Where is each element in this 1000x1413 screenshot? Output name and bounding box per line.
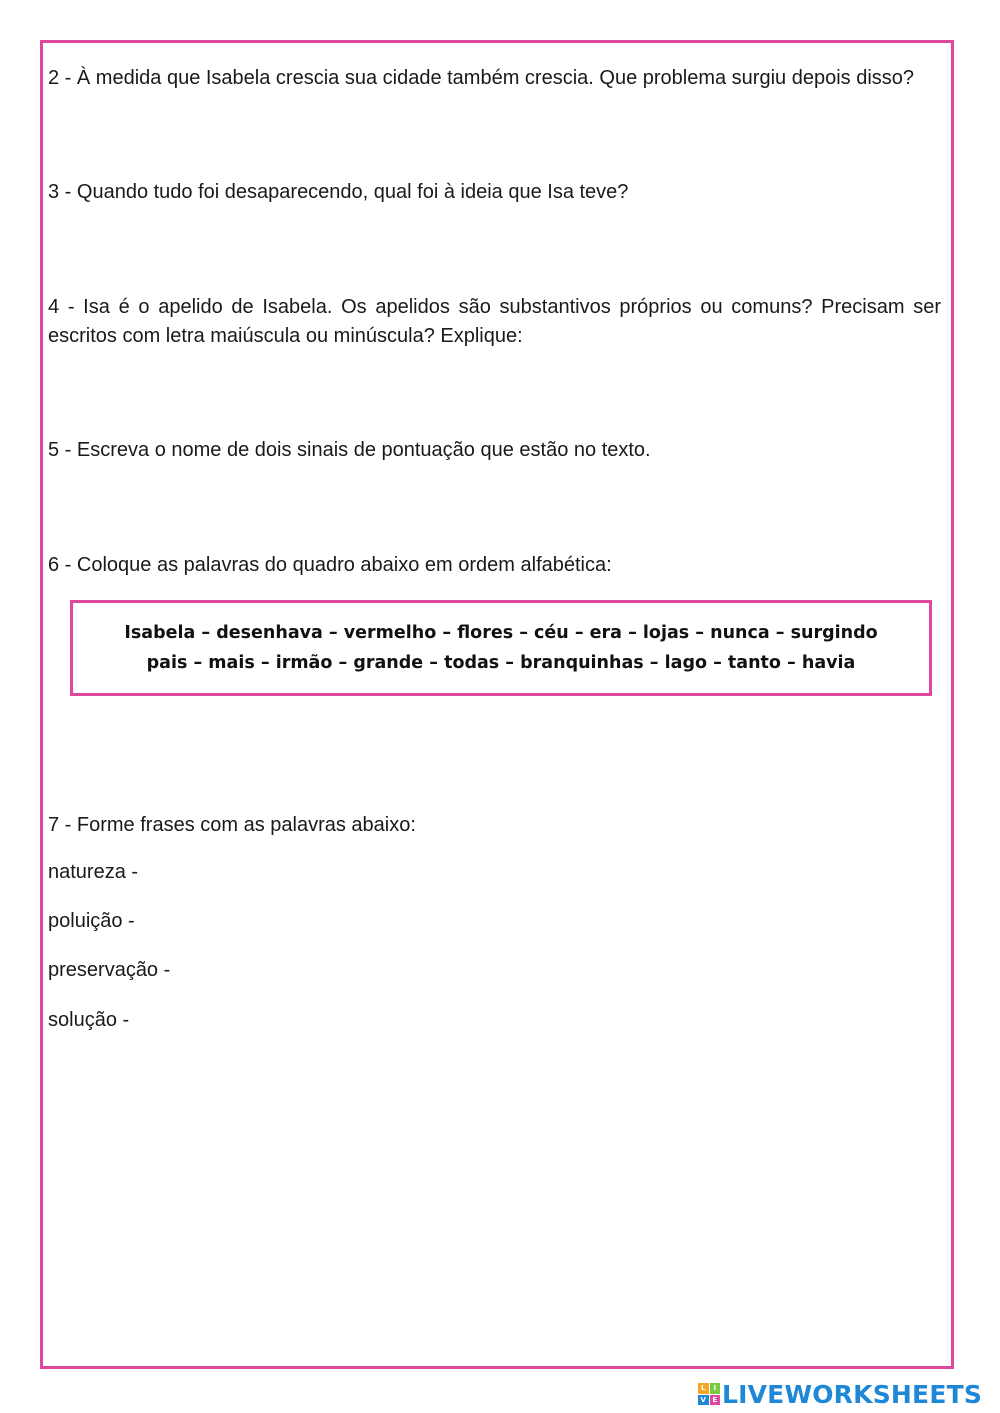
logo-mark-tile: L bbox=[698, 1383, 709, 1394]
word-box bbox=[70, 600, 932, 696]
question-3: 3 - Quando tudo foi desaparecendo, qual foi à ideia que Isa teve? bbox=[48, 181, 629, 203]
term-natureza: natureza - bbox=[48, 861, 139, 883]
logo-mark-tile: E bbox=[710, 1395, 721, 1406]
logo-text: LIVEWORKSHEETS bbox=[722, 1379, 983, 1409]
word-box-line-2: pais – mais – irmão – grande – todas – branquinhas – lago – tanto – havia bbox=[146, 653, 856, 673]
question-6: 6 - Coloque as palavras do quadro abaixo em ordem alfabética: bbox=[48, 554, 612, 576]
question-4: 4 - Isa é o apelido de Isabela. Os apelidos são substantivos próprios ou comuns? Precisam ser escritos com letra maiúscula ou minúscula? Explique: bbox=[48, 296, 941, 347]
word-box-line-1: Isabela – desenhava – vermelho – flores – céu – era – lojas – nunca – surgindo bbox=[124, 623, 878, 643]
liveworksheets-logo bbox=[698, 1376, 982, 1412]
logo-mark-icon bbox=[698, 1383, 720, 1405]
logo-mark-tile: I bbox=[710, 1383, 721, 1394]
term-solucao: solução - bbox=[48, 1009, 130, 1031]
term-poluicao: poluição - bbox=[48, 910, 135, 932]
logo-mark-tile: V bbox=[698, 1395, 709, 1406]
question-2: 2 - À medida que Isabela crescia sua cidade também crescia. Que problema surgiu depois disso? bbox=[48, 67, 915, 89]
page-border bbox=[40, 40, 954, 1369]
question-5: 5 - Escreva o nome de dois sinais de pontuação que estão no texto. bbox=[48, 439, 651, 461]
question-7: 7 - Forme frases com as palavras abaixo: bbox=[48, 814, 416, 836]
term-preservacao: preservação - bbox=[48, 959, 171, 981]
